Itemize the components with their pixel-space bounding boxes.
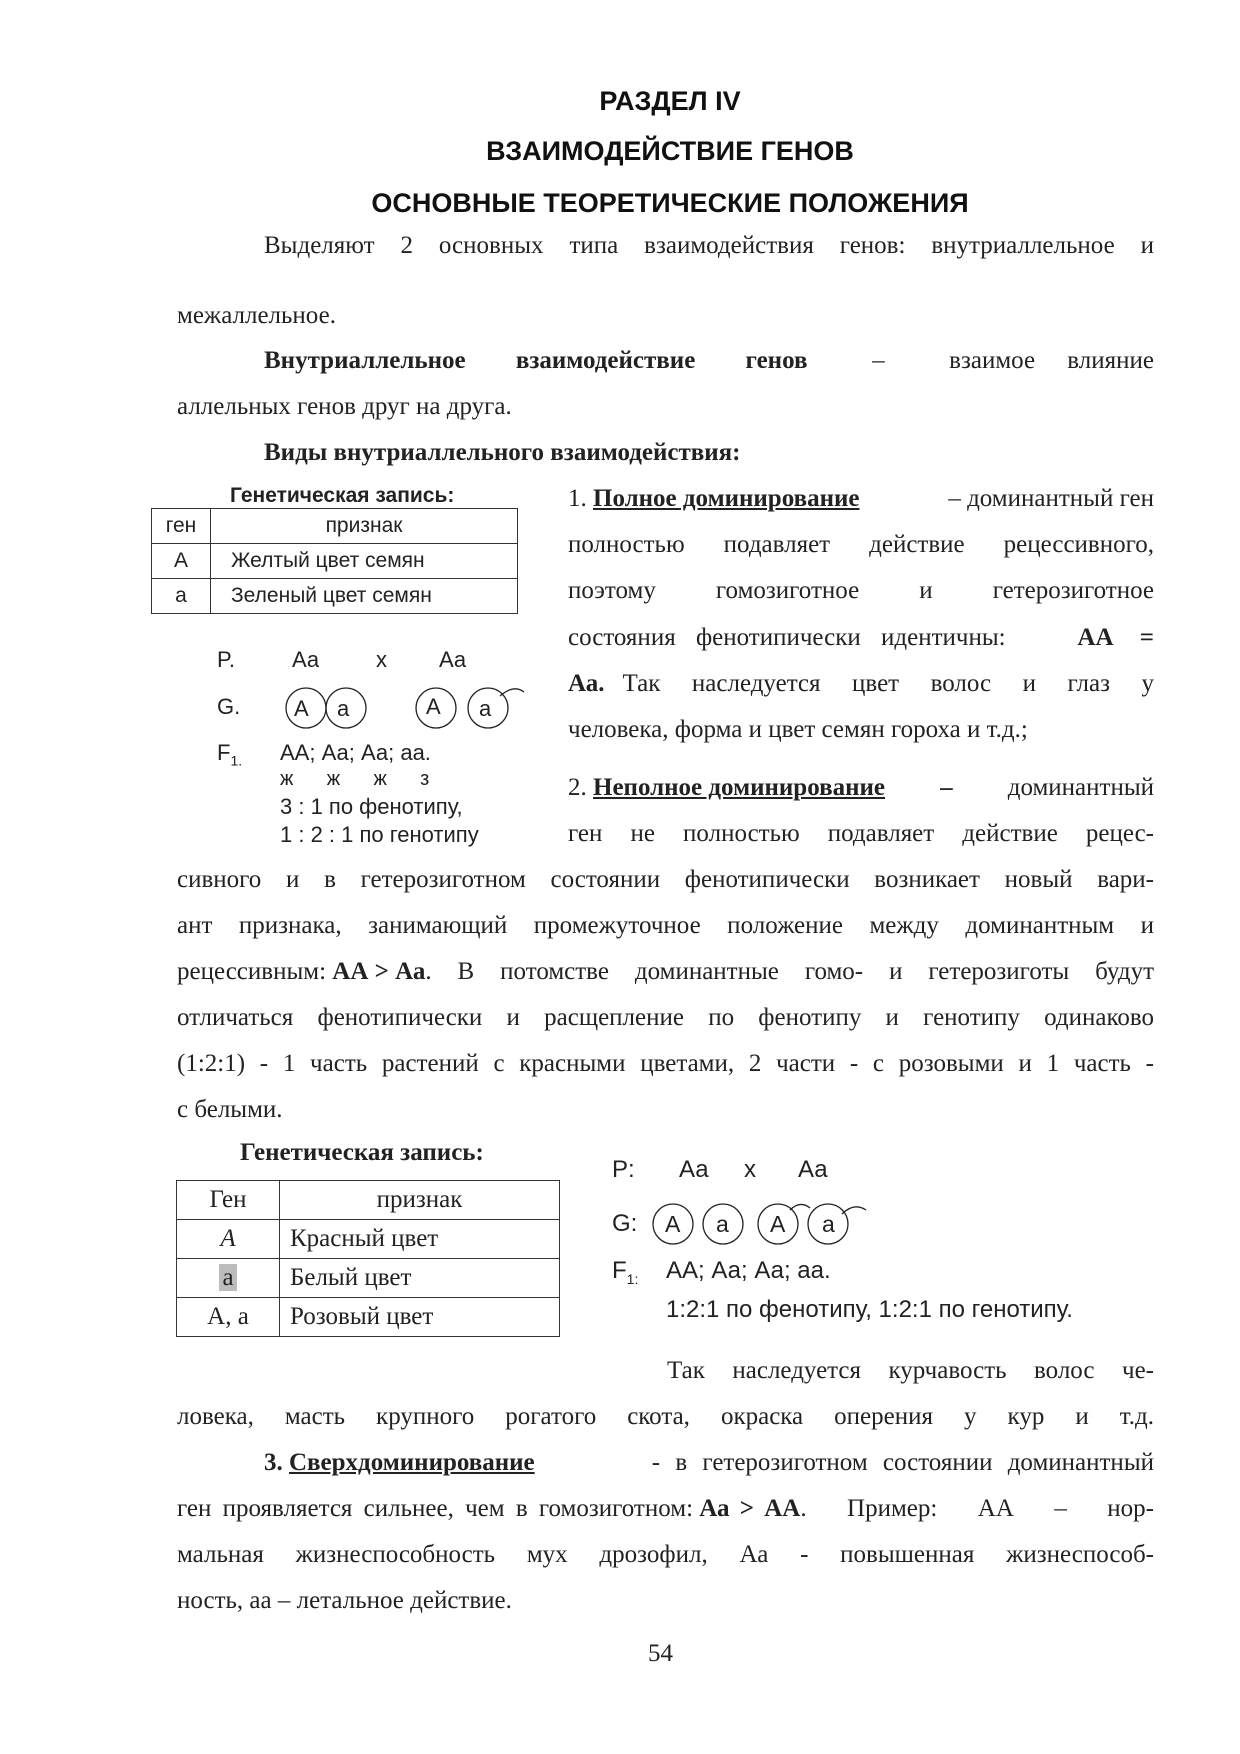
highlighted-allele: а (219, 1264, 236, 1291)
definition-line-2: аллельных генов друг на друга. (177, 393, 512, 420)
table-row (177, 1259, 560, 1298)
f1-letter: F (217, 740, 231, 765)
table1-cell: Желтый цвет семян (211, 544, 518, 579)
table2-genetic-record (176, 1180, 560, 1337)
table1-cell: А (152, 544, 211, 579)
item1-title (568, 485, 860, 513)
flagellum-icon (842, 1207, 866, 1214)
table-row (152, 544, 518, 579)
item1-line4-bold: АА = (1077, 624, 1154, 651)
table2-cell (177, 1259, 280, 1298)
gamete-label: А (770, 1211, 786, 1237)
table-row (177, 1220, 560, 1259)
scheme1-g-label: G. (217, 694, 241, 719)
table1-genetic-record (151, 508, 518, 614)
table-row (152, 579, 518, 614)
scheme2-p-label: P: (612, 1156, 635, 1183)
table2-cell: Красный цвет (280, 1220, 560, 1259)
item2-line-2: ген не полностью подавляет действие рецес- (568, 820, 1154, 847)
gamete-label: А (426, 694, 441, 719)
definition-dash: – (872, 347, 885, 374)
item2-line-5 (177, 958, 1154, 986)
item2-line-8: с белыми. (177, 1096, 283, 1123)
item1-number: 1. (568, 485, 587, 512)
gamete-label: а (822, 1211, 835, 1237)
item2-line1-rest: доминантный (1007, 774, 1154, 801)
item2-line-3: сивного и в гетерозиготном состоянии фенотипически возникает новый вари- (177, 866, 1154, 893)
table1-cell: а (152, 579, 211, 614)
table1-header-gene: ген (152, 509, 211, 544)
scheme1-ratio-genotype: 1 : 2 : 1 по генотипу (280, 822, 479, 847)
f1-subscript: 1. (230, 752, 243, 769)
item3-line1-rest: - в гетерозиготном состоянии доминантный (651, 1449, 1154, 1476)
table1-title: Генетическая запись: (230, 484, 455, 507)
scheme2-f1-genotypes: АА; Аа; Аа; аа. (666, 1257, 831, 1284)
intro-line-1: Выделяют 2 основных типа взаимодействия генов: внутриаллельное и (264, 232, 1154, 259)
subtitle-heading: ОСНОВНЫЕ ТЕОРЕТИЧЕСКИЕ ПОЛОЖЕНИЯ (371, 188, 969, 218)
item2-line-7: (1:2:1) - 1 часть растений с красными цветами, 2 части - с розовыми и 1 часть - (177, 1050, 1154, 1077)
item2-title (568, 774, 885, 802)
scheme1-parent1: Аа (292, 647, 320, 672)
table1-header-trait: признак (211, 509, 518, 544)
table1-cell: Зеленый цвет семян (211, 579, 518, 614)
scheme2-f1-label (612, 1257, 638, 1287)
scheme2-gametes-diagram (640, 1194, 880, 1254)
item3-line2-text: ген проявляется сильнее, чем в гомозиготном: (177, 1495, 694, 1522)
definition-term: Внутриаллельное взаимодействие генов (264, 347, 808, 374)
item2-line5-bold: АА > Аа (332, 958, 426, 985)
table2-cell: А (177, 1220, 280, 1259)
scheme2-ratio: 1:2:1 по фенотипу, 1:2:1 по генотипу. (666, 1296, 1073, 1323)
types-heading: Виды внутриаллельного взаимодействия: (264, 439, 741, 466)
item1-line5-text: Так наследуется цвет волос и глаз у (622, 670, 1154, 697)
item2-number: 2. (568, 774, 587, 801)
item3-line2-bold: Аа > АА (699, 1495, 801, 1522)
definition-line-1 (264, 347, 1154, 375)
item2-line5-rest: . В потомстве доминантные гомо- и гетерозиготы будут (425, 958, 1154, 985)
f1-subscript: 1: (626, 1270, 639, 1287)
item1-line4-text: состояния фенотипически идентичны: (568, 624, 1006, 651)
item1-line-6: человека, форма и цвет семян гороха и т.д.; (568, 716, 1028, 743)
gamete-label: а (479, 696, 492, 721)
item2-line-1 (568, 774, 1154, 802)
f1-letter: F (612, 1257, 627, 1284)
item3-term: Сверхдоминирование (289, 1449, 535, 1476)
gamete-label: А (294, 696, 309, 721)
topic-heading: ВЗАИМОДЕЙСТВИЕ ГЕНОВ (486, 136, 854, 166)
gamete-label: А (665, 1211, 681, 1237)
section-heading: РАЗДЕЛ IV (599, 86, 741, 116)
scheme2-cross: х (744, 1156, 756, 1183)
table2-header-trait: признак (280, 1181, 560, 1220)
item1-line-3: поэтому гомозиготное и гетерозиготное (568, 577, 1154, 604)
item3-title (264, 1449, 535, 1477)
item3-line-3: мальная жизнеспособность мух дрозофил, Аа - повышенная жизнеспособ- (177, 1541, 1154, 1568)
item1-line-2: полностью подавляет действие рецессивного, (568, 531, 1154, 558)
scheme1-gametes-diagram (280, 680, 540, 736)
gamete-label: а (337, 696, 350, 721)
gamete-label: а (716, 1211, 729, 1237)
table-row (177, 1298, 560, 1337)
definition-rest: взаимое влияние (949, 347, 1154, 374)
item3-line-1 (264, 1449, 1154, 1477)
table2-header-gene: Ген (177, 1181, 280, 1220)
scheme1-cross: х (376, 647, 387, 672)
scheme1-ratio-phenotype: 3 : 1 по фенотипу, (280, 794, 463, 819)
item2-line5-text: рецессивным: (177, 958, 327, 985)
table2-cell: Белый цвет (280, 1259, 560, 1298)
item3-line2-rest: . Пример: АА – нор- (800, 1495, 1154, 1522)
scheme1-f1-genotypes: АА; Аа; Аа; аа. (280, 740, 431, 765)
scheme2-g-label: G: (612, 1210, 638, 1237)
scheme1-f1-label (217, 740, 242, 768)
inheritance2-line-2: ловека, масть крупного рогатого скота, окраска оперения у кур и т.д. (177, 1403, 1154, 1430)
item2-line-4: ант признака, занимающий промежуточное положение между доминантным и (177, 912, 1154, 939)
table2-title: Генетическая запись: (240, 1139, 484, 1166)
scheme1-parent2: Аа (439, 647, 467, 672)
item2-line-6: отличаться фенотипически и расщепление по фенотипу и генотипу одинаково (177, 1004, 1154, 1031)
item3-number: 3. (264, 1449, 283, 1476)
item1-line-5 (568, 670, 1154, 698)
table-row (152, 509, 518, 544)
flagellum-icon (790, 1204, 810, 1210)
item3-line-4: ность, аа – летальное действие. (177, 1587, 512, 1614)
scheme1-f1-phenotypes: ж ж ж з (280, 768, 430, 790)
table2-cell: А, а (177, 1298, 280, 1337)
item1-line-1 (568, 485, 1154, 513)
scheme2-parent1: Аа (679, 1156, 709, 1183)
item2-term: Неполное доминирование (593, 774, 885, 801)
item1-line1-rest: – доминантный ген (948, 485, 1154, 512)
page-number: 54 (648, 1640, 673, 1667)
scheme2-parent2: Аа (798, 1156, 828, 1183)
item3-line-2 (177, 1495, 1154, 1523)
scheme1-p-label: P. (217, 647, 235, 672)
item2-dash: – (940, 774, 953, 801)
table-row (177, 1181, 560, 1220)
item1-line-4 (568, 624, 1154, 652)
intro-line-2: межаллельное. (177, 302, 336, 329)
item1-term: Полное доминирование (593, 485, 860, 512)
table2-cell: Розовый цвет (280, 1298, 560, 1337)
item1-line5-bold: Аа. (568, 670, 605, 697)
inheritance2-line-1: Так наследуется курчавость волос че- (667, 1357, 1154, 1384)
